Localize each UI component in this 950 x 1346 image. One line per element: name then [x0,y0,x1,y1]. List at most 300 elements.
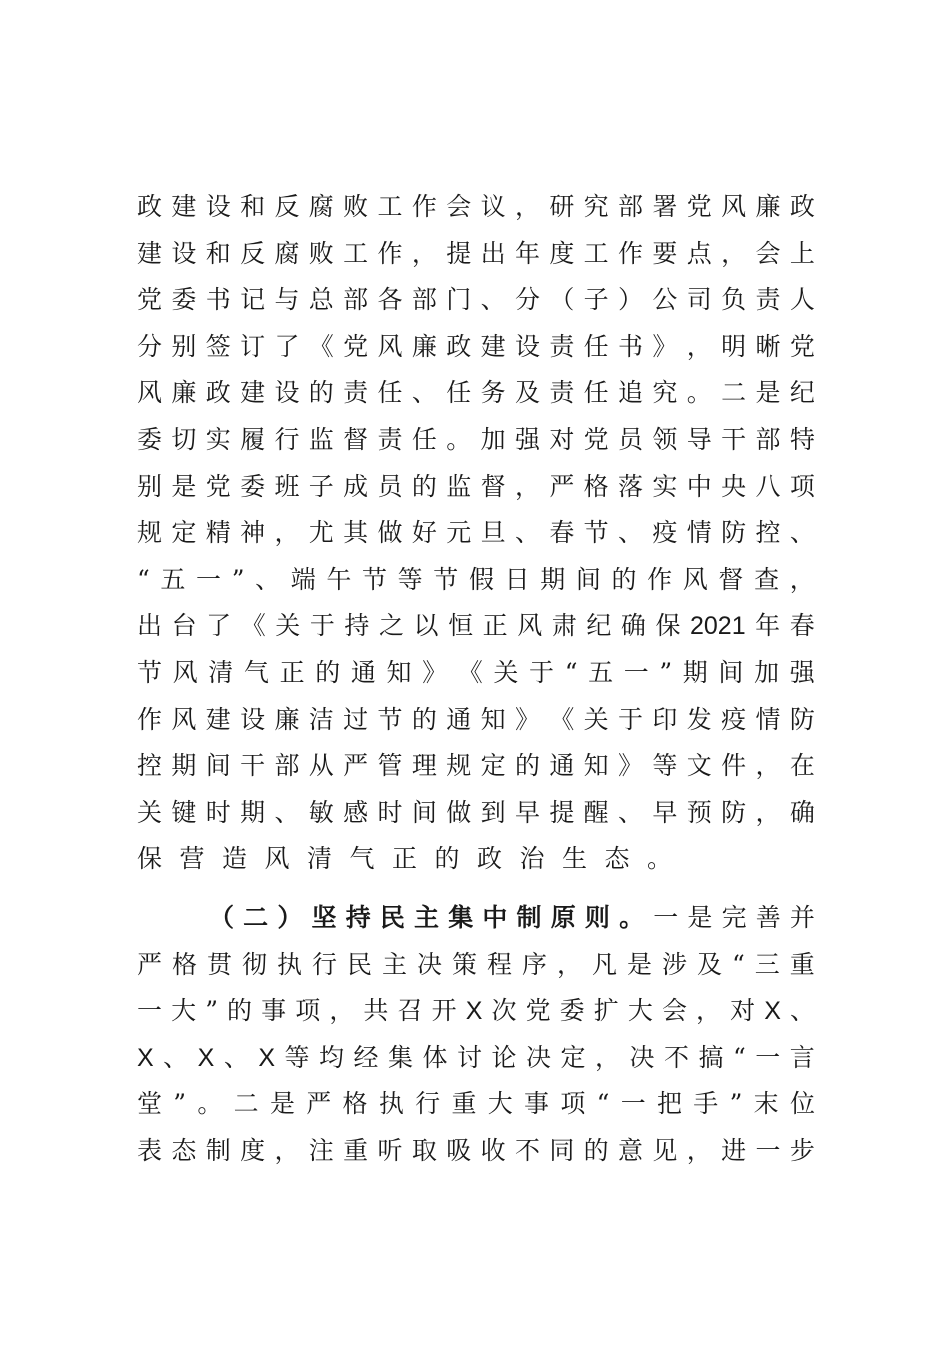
glyph: 确 [789,797,815,827]
glyph: 任 [377,378,403,408]
glyph: 时 [205,797,231,827]
text-line [137,231,815,278]
glyph: 部 [618,192,644,221]
glyph: ） [277,903,303,932]
glyph: 强 [514,424,540,454]
glyph: 开 [431,996,457,1026]
glyph: 风 [172,657,198,687]
text-line [137,743,815,790]
text-line-last: 保营造风清气正的政治生态。 [137,844,690,874]
glyph: 书 [618,331,644,361]
paragraph-1 [137,184,815,883]
glyph: 明 [721,331,747,361]
glyph: ， [274,518,300,548]
glyph: 》 [422,657,448,687]
glyph: 决 [526,1042,552,1072]
glyph: 感 [343,797,369,827]
glyph: 末 [753,1089,779,1119]
glyph: 制 [205,1135,231,1165]
glyph: 出 [137,611,163,641]
glyph: 防 [789,704,815,734]
text-line [137,1081,815,1128]
glyph: 均 [319,1042,345,1072]
glyph: 。 [619,903,645,932]
glyph: 情 [686,518,712,548]
glyph: 提 [549,797,575,827]
glyph: 设 [514,331,540,361]
glyph: 各 [377,285,403,315]
text-line [137,697,815,744]
glyph: 通 [446,704,472,734]
glyph: 政 [789,192,815,221]
glyph: 责 [377,424,403,454]
glyph: 履 [240,424,266,454]
glyph: 建 [240,378,266,408]
glyph: 节 [433,564,459,594]
glyph: 廉 [755,192,781,221]
glyph: 《 [549,704,575,734]
glyph: 期 [240,797,266,827]
glyph: 原 [550,903,576,932]
glyph: X [137,1043,154,1072]
glyph: 行 [415,1089,441,1119]
glyph: 政 [137,192,163,221]
glyph: ” [205,996,218,1026]
glyph: 恒 [448,611,474,641]
glyph: 格 [342,1089,368,1119]
glyph: 肃 [551,611,577,641]
glyph: 》 [618,751,644,781]
glyph: 加 [754,657,780,687]
glyph: 气 [243,657,269,687]
glyph: 书 [205,285,231,315]
glyph: 等 [397,564,423,594]
glyph: 作 [618,238,644,268]
glyph: 格 [172,949,198,979]
glyph: 晰 [755,331,781,361]
glyph: 假 [468,564,494,594]
glyph: 端 [290,564,316,594]
glyph: 、 [223,1042,249,1072]
glyph: ， [686,1135,712,1165]
glyph: 同 [549,1135,575,1165]
glyph: 、 [480,285,506,315]
glyph: 、 [411,378,437,408]
glyph: 知 [386,657,412,687]
glyph: 决 [629,1042,655,1072]
glyph: 党 [525,996,551,1026]
glyph: 建 [137,238,163,268]
glyph: 设 [240,704,266,734]
text-line [137,942,815,989]
glyph: 责 [755,285,781,315]
glyph: 度 [549,238,575,268]
glyph: 持 [345,903,371,932]
glyph: 重 [789,949,815,979]
glyph: 规 [137,518,163,548]
glyph: 定 [171,518,197,548]
glyph: 上 [789,238,815,268]
glyph: 是 [171,471,197,501]
glyph: 督 [480,471,506,501]
glyph: 、 [789,518,815,548]
glyph: 《 [457,657,483,687]
glyph: 过 [343,704,369,734]
glyph: 文 [686,751,712,781]
glyph: 中 [686,471,712,501]
glyph: 究 [652,378,678,408]
glyph: 员 [618,424,644,454]
glyph: 干 [240,751,266,781]
glyph: 署 [652,192,678,221]
text-line [137,324,815,371]
text-line [137,510,815,557]
glyph: 午 [326,564,352,594]
glyph: 是 [687,903,713,932]
glyph: 扩 [593,996,619,1026]
glyph: 风 [517,611,543,641]
glyph: 间 [718,657,744,687]
glyph: 严 [306,1089,332,1119]
glyph: 行 [274,424,300,454]
glyph: 央 [721,471,747,501]
glyph: 主 [414,903,440,932]
glyph: ， [514,192,540,221]
glyph: 公 [652,285,678,315]
glyph: （ [549,285,575,315]
glyph: 工 [583,238,609,268]
glyph: 意 [618,1135,644,1165]
glyph: 民 [347,949,373,979]
text-line [137,603,815,650]
glyph: 领 [652,424,678,454]
glyph: 位 [789,1089,815,1119]
glyph: 提 [446,238,472,268]
glyph: “ [596,1089,610,1119]
glyph: 落 [618,471,644,501]
glyph: 敏 [308,797,334,827]
glyph: 三 [754,949,780,979]
glyph: 重 [451,1089,477,1119]
glyph: 一 [653,903,679,932]
glyph: 切 [171,424,197,454]
glyph: 记 [240,285,266,315]
glyph: 手 [693,1089,719,1119]
glyph: 序 [522,949,548,979]
glyph: 管 [377,751,403,781]
glyph: 确 [620,611,646,641]
glyph: 》 [514,704,540,734]
glyph: 节 [137,657,163,687]
glyph: 别 [171,331,197,361]
glyph: 集 [388,1042,414,1072]
glyph: 和 [205,238,231,268]
text-line [137,1035,815,1082]
glyph: 做 [377,518,403,548]
glyph: 定 [560,1042,586,1072]
glyph: 程 [487,949,513,979]
glyph: 败 [308,238,334,268]
glyph: 了 [206,611,232,641]
text-line [137,184,815,231]
text-line [137,277,815,324]
glyph: 反 [240,238,266,268]
glyph: 时 [377,797,403,827]
glyph: 建 [171,192,197,221]
glyph: ， [274,1135,300,1165]
glyph: 党 [583,424,609,454]
glyph: 洁 [308,704,334,734]
glyph: 司 [686,285,712,315]
glyph: 节 [377,704,403,734]
glyph: 言 [789,1042,815,1072]
glyph: 其 [343,518,369,548]
glyph: 把 [656,1089,682,1119]
glyph: 理 [411,751,437,781]
glyph: 的 [583,1135,609,1165]
glyph: 年 [514,238,540,268]
glyph: 及 [697,949,723,979]
glyph: 到 [480,797,506,827]
glyph: 项 [295,996,321,1026]
glyph: 间 [411,797,437,827]
glyph: 精 [205,518,231,548]
glyph: 论 [491,1042,517,1072]
glyph: 大 [171,996,197,1026]
glyph: 设 [274,378,300,408]
glyph: 召 [397,996,423,1026]
glyph: 大 [627,996,653,1026]
glyph: 早 [514,797,540,827]
glyph: 行 [312,949,338,979]
glyph: 取 [411,1135,437,1165]
glyph: 。 [686,378,712,408]
glyph: 事 [261,996,287,1026]
glyph: 员 [377,471,403,501]
glyph: 策 [452,949,478,979]
paragraph-2 [137,895,815,1175]
glyph: 事 [524,1089,550,1119]
glyph: 定 [480,751,506,781]
glyph: 特 [789,424,815,454]
glyph: 听 [377,1135,403,1165]
glyph: 预 [686,797,712,827]
glyph: 责 [549,378,575,408]
glyph: 期 [540,564,566,594]
glyph: 民 [379,903,405,932]
glyph: 期 [171,751,197,781]
glyph: 风 [721,192,747,221]
glyph: ” [729,1089,743,1119]
glyph: 集 [448,903,474,932]
glyph: 见 [652,1135,678,1165]
glyph: 二 [243,903,269,932]
glyph: 责 [549,331,575,361]
glyph: 八 [755,471,781,501]
glyph: 的 [611,564,637,594]
glyph: 关 [275,611,301,641]
glyph: 败 [343,192,369,221]
glyph: 、 [618,797,644,827]
glyph: 一 [137,996,163,1026]
text-line [137,557,815,604]
glyph: 工 [343,238,369,268]
glyph: 别 [137,471,163,501]
glyph: 督 [343,424,369,454]
glyph: 政 [205,378,231,408]
glyph: 件 [721,751,747,781]
glyph: 了 [274,331,300,361]
text-line [137,464,815,511]
glyph: 键 [171,797,197,827]
glyph: ， [789,564,815,594]
glyph: 、 [789,996,815,1026]
glyph: 2021 [690,612,746,641]
glyph: 要 [652,238,678,268]
glyph: 的 [308,378,334,408]
glyph: 尤 [308,518,334,548]
glyph: 进 [721,1135,747,1165]
glyph: 关 [137,797,163,827]
glyph: 在 [789,751,815,781]
glyph: 务 [480,378,506,408]
glyph: 贯 [207,949,233,979]
glyph: 做 [446,797,472,827]
glyph: X [197,1043,215,1072]
glyph: ， [411,238,437,268]
glyph: ， [329,996,355,1026]
glyph: 严 [549,471,575,501]
glyph: ， [755,797,781,827]
glyph: ， [686,331,712,361]
glyph: 项 [789,471,815,501]
glyph: 之 [378,611,404,641]
glyph: 等 [652,751,678,781]
glyph: 期 [682,657,708,687]
glyph: 从 [308,751,334,781]
glyph: X [465,997,483,1026]
glyph: 及 [514,378,540,408]
glyph: 建 [205,704,231,734]
glyph: 严 [137,949,163,979]
glyph: 规 [446,751,472,781]
glyph: 五 [160,564,186,594]
glyph: 部 [274,751,300,781]
glyph: 防 [721,518,747,548]
glyph: X [258,1043,276,1072]
glyph: 一 [196,564,222,594]
glyph: 、 [618,518,644,548]
glyph: 成 [343,471,369,501]
glyph: ） [618,285,644,315]
glyph: 旦 [480,518,506,548]
glyph: 风 [171,704,197,734]
glyph: 部 [755,424,781,454]
glyph: 一 [755,1135,781,1165]
glyph: 醒 [583,797,609,827]
glyph: 间 [575,564,601,594]
glyph: 任 [411,424,437,454]
glyph: 正 [279,657,305,687]
glyph: ” [231,564,245,594]
glyph: 追 [618,378,644,408]
glyph: 点 [686,238,712,268]
glyph: 则 [584,903,610,932]
glyph: ， [755,751,781,781]
glyph: 注 [308,1135,334,1165]
glyph: 干 [721,424,747,454]
glyph: 委 [240,471,266,501]
glyph: 执 [378,1089,404,1119]
glyph: 完 [721,903,747,932]
glyph: 纪 [789,378,815,408]
glyph: 党 [343,331,369,361]
glyph: 元 [446,518,472,548]
glyph: 强 [789,657,815,687]
text-line [137,650,815,697]
glyph: 印 [652,704,678,734]
glyph: 经 [353,1042,379,1072]
glyph: 日 [504,564,530,594]
glyph: 主 [382,949,408,979]
glyph: 设 [205,192,231,221]
glyph: 、 [274,797,300,827]
glyph: 责 [343,378,369,408]
glyph: 对 [549,424,575,454]
glyph: 督 [718,564,744,594]
glyph: X [764,997,781,1026]
glyph: 执 [277,949,303,979]
glyph: “ [733,1042,746,1072]
glyph: 重 [343,1135,369,1165]
glyph: 涉 [662,949,688,979]
glyph: 间 [205,751,231,781]
glyph: 、 [163,1042,189,1072]
glyph: 作 [411,192,437,221]
glyph: 、 [255,564,281,594]
glyph: 不 [664,1042,690,1072]
glyph: 总 [308,285,334,315]
glyph: 是 [755,378,781,408]
glyph: 是 [627,949,653,979]
glyph: 持 [344,611,370,641]
glyph: 与 [274,285,300,315]
glyph: 一 [623,657,649,687]
glyph: ， [595,1042,621,1072]
glyph: 实 [205,424,231,454]
glyph: 以 [413,611,439,641]
glyph: ， [696,996,722,1026]
glyph: 党 [205,471,231,501]
glyph: 党 [686,192,712,221]
glyph: 订 [240,331,266,361]
glyph: ， [514,471,540,501]
glyph: 二 [233,1089,259,1119]
glyph: 出 [480,238,506,268]
glyph: 监 [446,471,472,501]
glyph: 步 [789,1135,815,1165]
glyph: 的 [411,471,437,501]
glyph: 不 [514,1135,540,1165]
glyph: 一 [620,1089,646,1119]
glyph: 决 [417,949,443,979]
glyph: 作 [647,564,673,594]
glyph: 工 [377,192,403,221]
glyph: 关 [493,657,519,687]
glyph: 体 [422,1042,448,1072]
glyph: 监 [308,424,334,454]
glyph: 五 [588,657,614,687]
